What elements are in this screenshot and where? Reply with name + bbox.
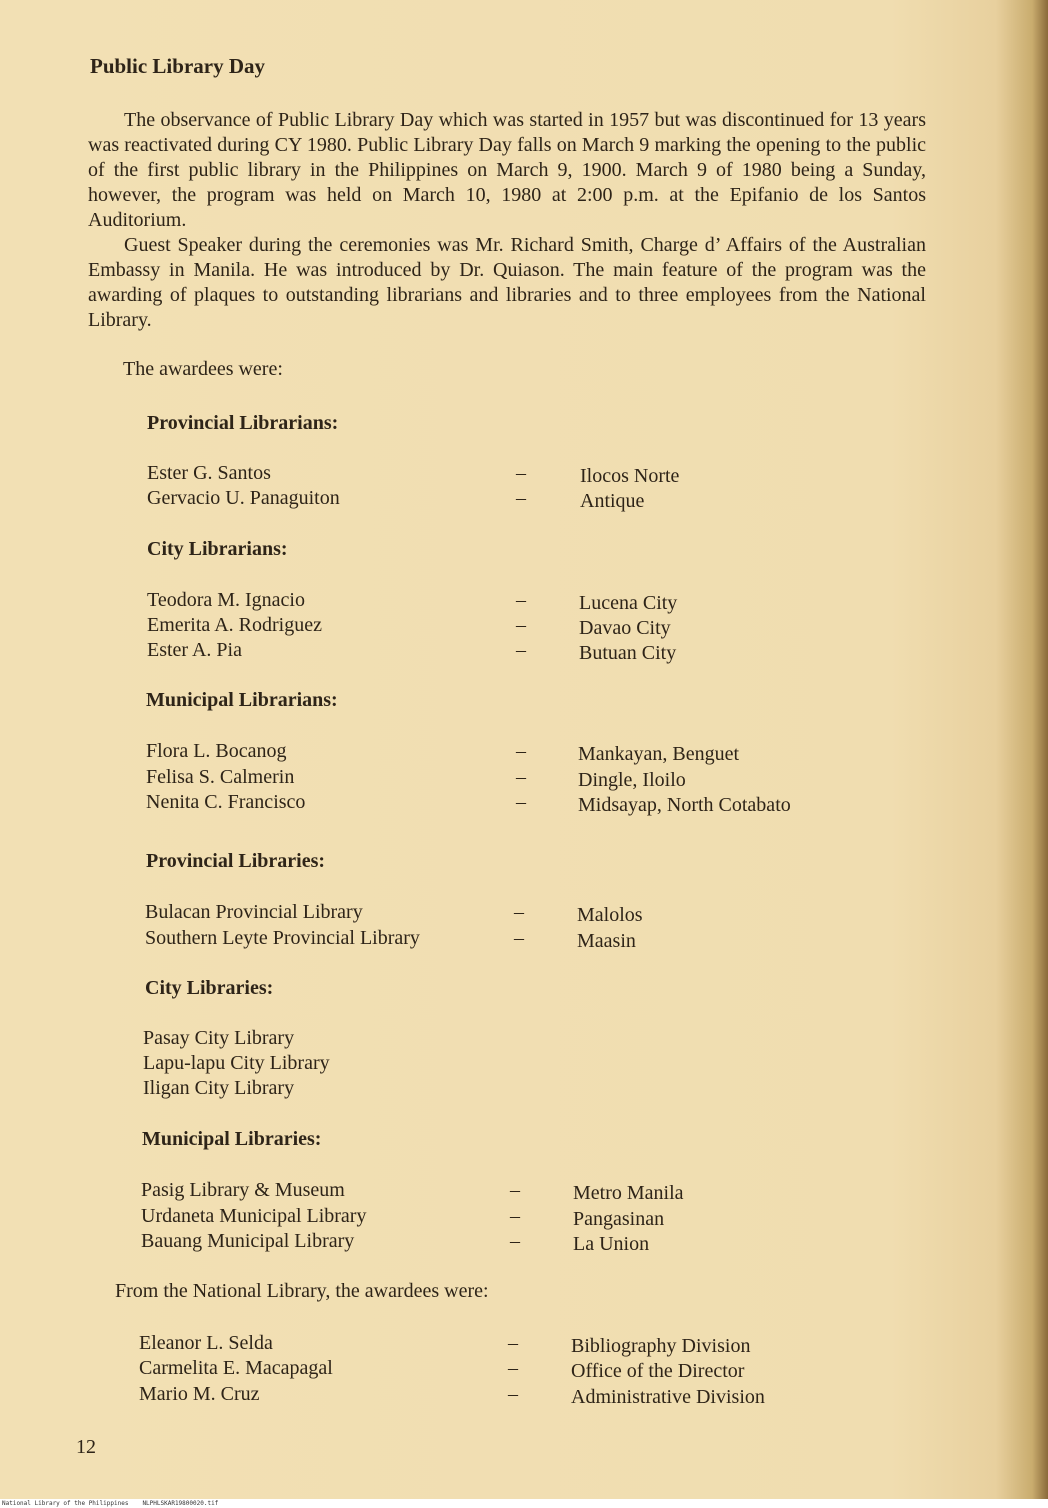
awardee-location: La Union: [573, 1233, 650, 1255]
awardee-row: [141, 1230, 900, 1255]
awardee-name: Pasig Library & Museum: [141, 1179, 345, 1201]
awardee-location: Mankayan, Benguet: [578, 743, 740, 765]
dash-separator: –: [508, 1332, 518, 1354]
paragraph-1-text: The observance of Public Library Day which was started in 1957 but was discontinued for 13 years was reactivated during CY 1980. Public Library Day falls on March 9 marking the opening to the public of the first public library in the Philippines on March 9, 1900. March 9 of 1980 being a Sunday, however, the program was held on March 10, 1980 at 2:00 p.m. at the Epifanio de los Santos Auditorium.: [88, 109, 926, 231]
dash-separator: –: [508, 1357, 518, 1379]
award-category-title: City Libraries:: [145, 977, 274, 999]
dash-separator: –: [516, 639, 526, 661]
awardee-location: Antique: [580, 490, 645, 512]
awardee-row: [145, 901, 900, 926]
dash-separator: –: [508, 1383, 518, 1405]
awardee-name: Flora L. Bocanog: [146, 740, 287, 762]
awardee-name: Eleanor L. Selda: [139, 1332, 273, 1354]
awardee-location: Administrative Division: [571, 1386, 765, 1408]
paragraph-2-text: Guest Speaker during the ceremonies was Mr. Richard Smith, Charge d’ Affairs of the Australian Embassy in Manila. He was introduced by Dr. Quiason. The main feature of the program was the awarding of plaques to outstanding librarians and libraries and to three employees from the National Library.: [88, 234, 926, 331]
awardee-location: Lucena City: [579, 592, 678, 614]
awardee-location: Pangasinan: [573, 1208, 665, 1230]
dash-separator: –: [516, 487, 526, 509]
awardee-row: [141, 1179, 900, 1204]
awardee-row: [143, 1077, 900, 1102]
awardee-row: [143, 1052, 900, 1077]
dash-separator: –: [516, 740, 526, 762]
award-category-title: Municipal Librarians:: [146, 689, 338, 711]
awardee-name: Nenita C. Francisco: [146, 791, 306, 813]
awardee-name: Iligan City Library: [143, 1077, 295, 1099]
awardee-row: [147, 487, 900, 512]
awardee-name: Lapu-lapu City Library: [143, 1052, 330, 1074]
dash-separator: –: [516, 791, 526, 813]
awardee-row: [147, 639, 900, 664]
award-category-title: Municipal Libraries:: [142, 1128, 322, 1150]
award-category-title: Provincial Libraries:: [146, 850, 326, 872]
dash-separator: –: [510, 1205, 520, 1227]
award-category-title: City Librarians:: [147, 538, 288, 560]
footer-filename: NLPHLSKAR19800020.tif: [142, 1500, 219, 1507]
national-awardee-row: [139, 1332, 900, 1357]
page-number: 12: [76, 1436, 96, 1458]
award-category-title: Provincial Librarians:: [147, 412, 339, 434]
awardee-row: [147, 614, 900, 639]
awardee-row: [143, 1027, 900, 1052]
awardee-name: Mario M. Cruz: [139, 1383, 260, 1405]
national-awardee-row: [139, 1357, 900, 1382]
awardee-name: Bauang Municipal Library: [141, 1230, 355, 1252]
awardee-location: Dingle, Iloilo: [578, 769, 686, 791]
awardee-row: [145, 927, 900, 952]
national-awardee-row: [139, 1383, 900, 1408]
dash-separator: –: [516, 462, 526, 484]
awardee-name: Carmelita E. Macapagal: [139, 1357, 333, 1379]
dash-separator: –: [516, 589, 526, 611]
awardee-name: Ester G. Santos: [147, 462, 271, 484]
dash-separator: –: [510, 1230, 520, 1252]
awardee-name: Urdaneta Municipal Library: [141, 1205, 367, 1227]
paragraph-1: [88, 108, 926, 233]
awardee-name: Pasay City Library: [143, 1027, 295, 1049]
awardee-name: Southern Leyte Provincial Library: [145, 927, 420, 949]
awardee-location: Davao City: [579, 617, 671, 639]
awardee-row: [146, 791, 900, 816]
awardee-name: Gervacio U. Panaguiton: [147, 487, 340, 509]
awardee-location: Metro Manila: [573, 1182, 684, 1204]
awardee-location: Midsayap, North Cotabato: [578, 794, 791, 816]
awardee-name: Felisa S. Calmerin: [146, 766, 295, 788]
awardee-location: Ilocos Norte: [580, 465, 680, 487]
awardee-name: Teodora M. Ignacio: [147, 589, 305, 611]
dash-separator: –: [516, 614, 526, 636]
awardee-location: Bibliography Division: [571, 1335, 751, 1357]
footer-institution: National Library of the Philippines: [2, 1500, 129, 1507]
section-heading: Public Library Day: [90, 54, 266, 78]
scan-footer: [0, 1499, 1048, 1508]
dash-separator: –: [514, 927, 524, 949]
dash-separator: –: [514, 901, 524, 923]
awardee-location: Maasin: [577, 930, 636, 952]
awardee-name: Emerita A. Rodriguez: [147, 614, 322, 636]
awardees-intro: The awardees were:: [123, 358, 283, 380]
awardee-row: [141, 1205, 900, 1230]
awardee-row: [146, 740, 900, 765]
awardee-location: Malolos: [577, 904, 643, 926]
awardee-name: Ester A. Pia: [147, 639, 242, 661]
dash-separator: –: [510, 1179, 520, 1201]
awardee-name: Bulacan Provincial Library: [145, 901, 363, 923]
awardee-location: Butuan City: [579, 642, 677, 664]
awardee-row: [146, 766, 900, 791]
dash-separator: –: [516, 766, 526, 788]
awardee-row: [147, 589, 900, 614]
national-awardees-intro: From the National Library, the awardees were:: [115, 1280, 489, 1302]
paragraph-2: [88, 233, 926, 333]
awardee-location: Office of the Director: [571, 1360, 745, 1382]
awardee-row: [147, 462, 900, 487]
